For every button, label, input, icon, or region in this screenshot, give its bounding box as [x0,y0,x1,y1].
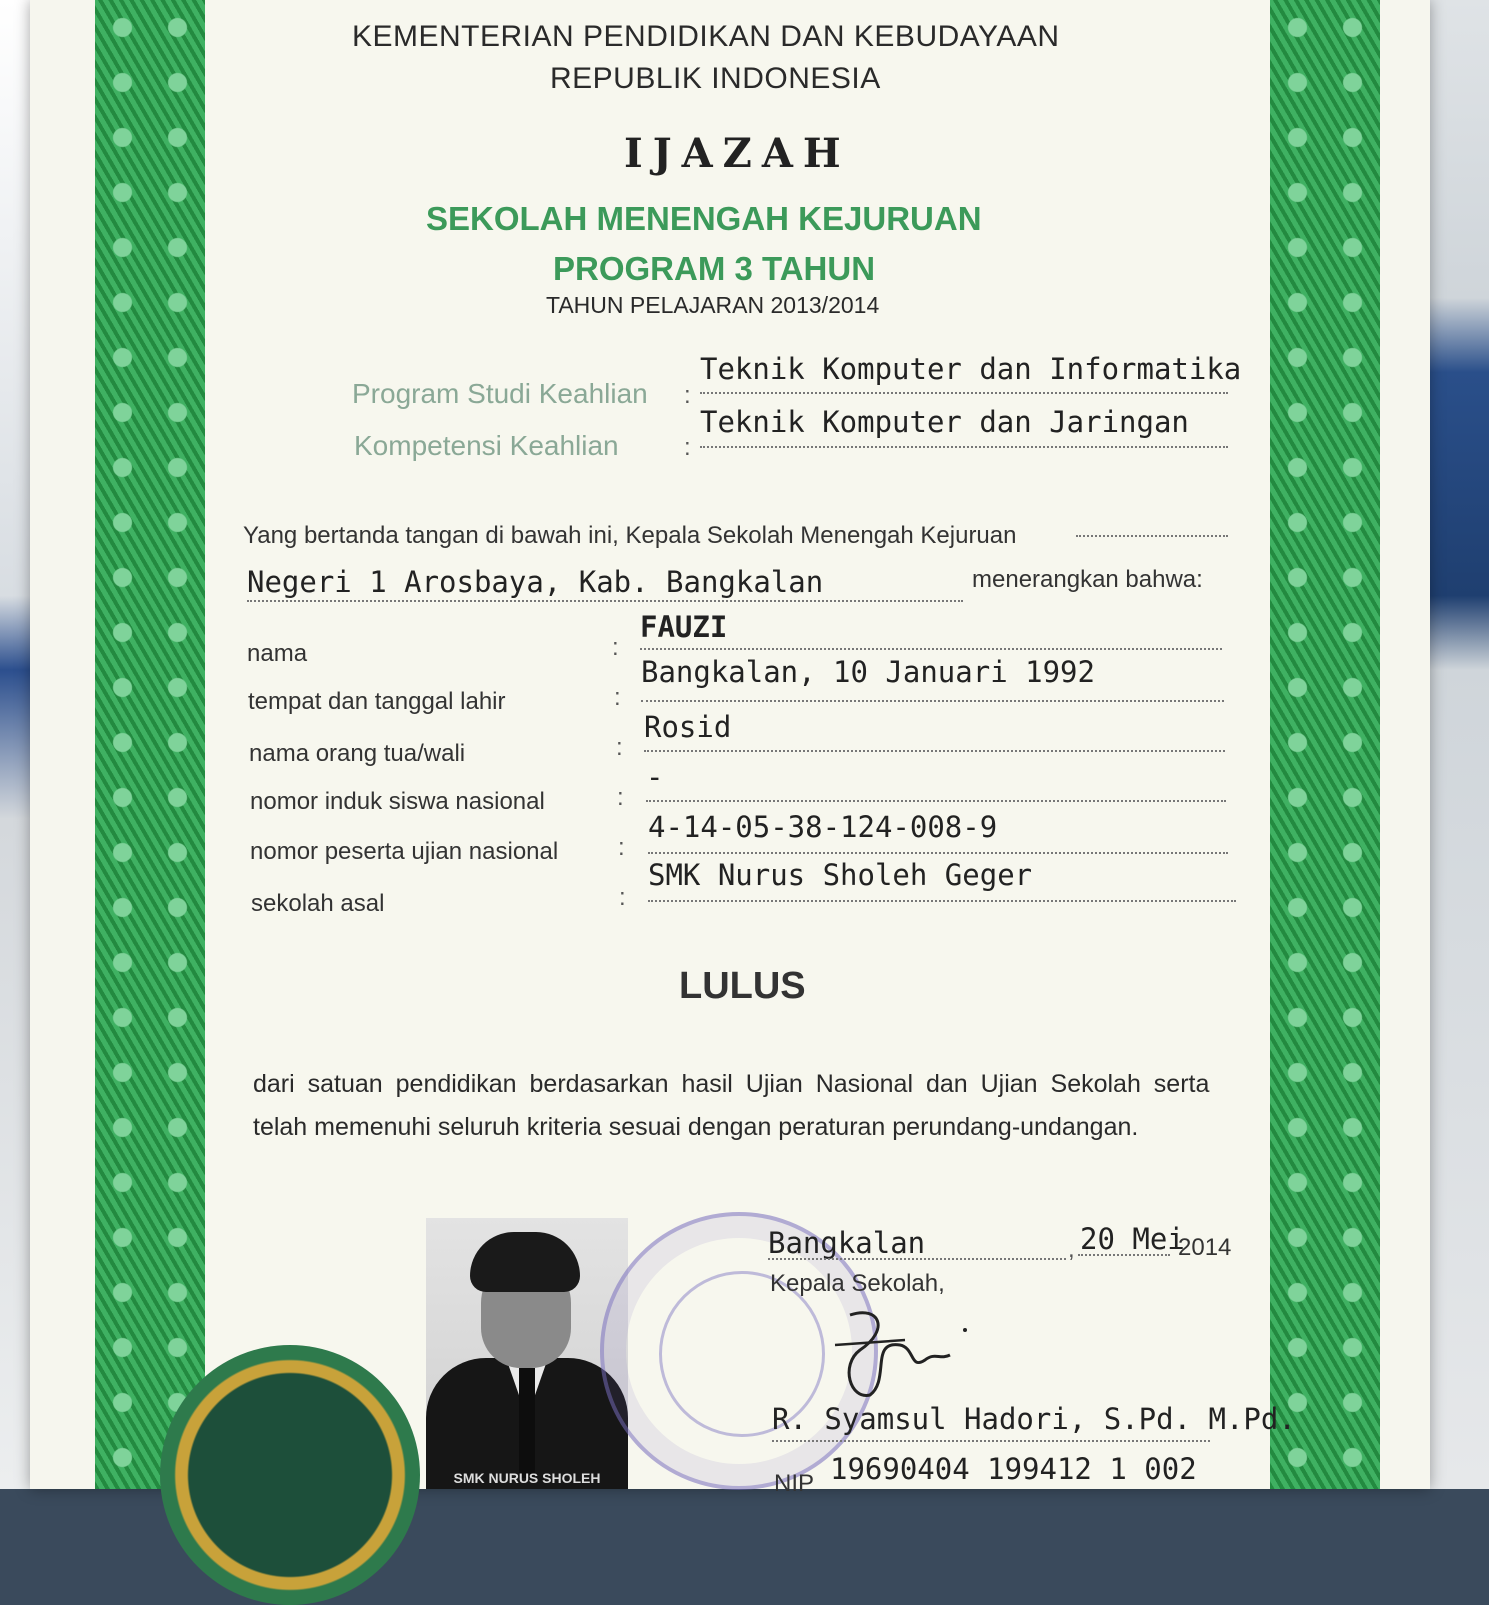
nip-value: 19690404 199412 1 002 [830,1452,1197,1486]
photo-hair [470,1232,580,1292]
field-label-exam-number: nomor peserta ujian nasional [250,838,559,865]
dotted-line [641,700,1224,702]
colon: : [619,884,626,911]
comma: , [1068,1236,1075,1263]
academic-year: TAHUN PELAJARAN 2013/2014 [546,292,880,318]
competency-label: Kompetensi Keahlian [354,430,619,461]
photo-caption: SMK NURUS SHOLEH [453,1470,601,1486]
dotted-line [1078,1254,1170,1256]
signature-year: 2014 [1178,1234,1232,1261]
field-label-birth: tempat dan tanggal lahir [248,688,506,715]
dotted-line [700,392,1228,394]
dotted-line [772,1440,1210,1442]
principal-signature [830,1300,980,1410]
dotted-line [768,1258,1066,1260]
nip-label: NIP [774,1470,815,1497]
dotted-line [648,900,1236,902]
dotted-line [646,800,1226,802]
signature-date: 20 Mei [1080,1222,1185,1256]
dotted-line [648,852,1228,854]
colon: : [617,784,624,811]
signature-place: Bangkalan [768,1226,926,1260]
school-name: Negeri 1 Arosbaya, Kab. Bangkalan [247,565,824,599]
field-value-nama: FAUZI [640,610,728,644]
ministry-line-1: KEMENTERIAN PENDIDIKAN DAN KEBUDAYAAN [352,20,1060,53]
dotted-line [644,750,1225,752]
field-value-birth: Bangkalan, 10 Januari 1992 [641,655,1095,689]
paragraph-line-2: telah memenuhi seluruh kriteria sesuai dengan peraturan perundang-undangan. [253,1113,1139,1141]
declares-text: menerangkan bahwa: [972,566,1203,593]
field-label-parent: nama orang tua/wali [249,740,466,767]
field-value-exam-number: 4-14-05-38-124-008-9 [648,810,998,844]
paragraph-line-1: dari satuan pendidikan berdasarkan hasil Ujian Nasional dan Ujian Sekolah serta [253,1070,1210,1098]
ministry-line-2: REPUBLIK INDONESIA [550,62,881,95]
result-status: LULUS [679,965,806,1007]
photo-tie [519,1368,535,1478]
dotted-line [1076,535,1228,537]
dotted-line [640,648,1222,650]
colon: : [684,382,691,409]
field-label-nisn: nomor induk siswa nasional [250,788,545,815]
school-type: SEKOLAH MENENGAH KEJURUAN [426,200,982,237]
colon: : [684,434,691,461]
field-value-origin-school: SMK Nurus Sholeh Geger [648,858,1033,892]
program-study-label: Program Studi Keahlian [352,378,648,409]
ornamental-border-right [1270,0,1380,1489]
document-title: IJAZAH [624,130,851,177]
colon: : [616,734,623,761]
program-duration: PROGRAM 3 TAHUN [553,250,876,287]
dotted-line [247,600,963,602]
ornamental-border-left [95,0,205,1489]
student-photo [426,1218,628,1489]
principal-name: R. Syamsul Hadori, S.Pd. M.Pd. [772,1402,1296,1436]
gold-seal-emblem [160,1345,420,1605]
colon: : [618,834,625,861]
dotted-line [700,446,1228,448]
field-label-nama: nama [247,640,308,667]
field-label-origin-school: sekolah asal [251,890,385,917]
principal-title: Kepala Sekolah, [770,1270,945,1297]
colon: : [614,684,621,711]
competency-value: Teknik Komputer dan Jaringan [700,405,1189,439]
statement-intro: Yang bertanda tangan di bawah ini, Kepala Sekolah Menengah Kejuruan [243,522,1017,549]
field-value-parent: Rosid [644,710,732,744]
field-value-nisn: - [646,760,664,794]
program-study-value: Teknik Komputer dan Informatika [700,352,1242,386]
colon: : [612,634,619,661]
